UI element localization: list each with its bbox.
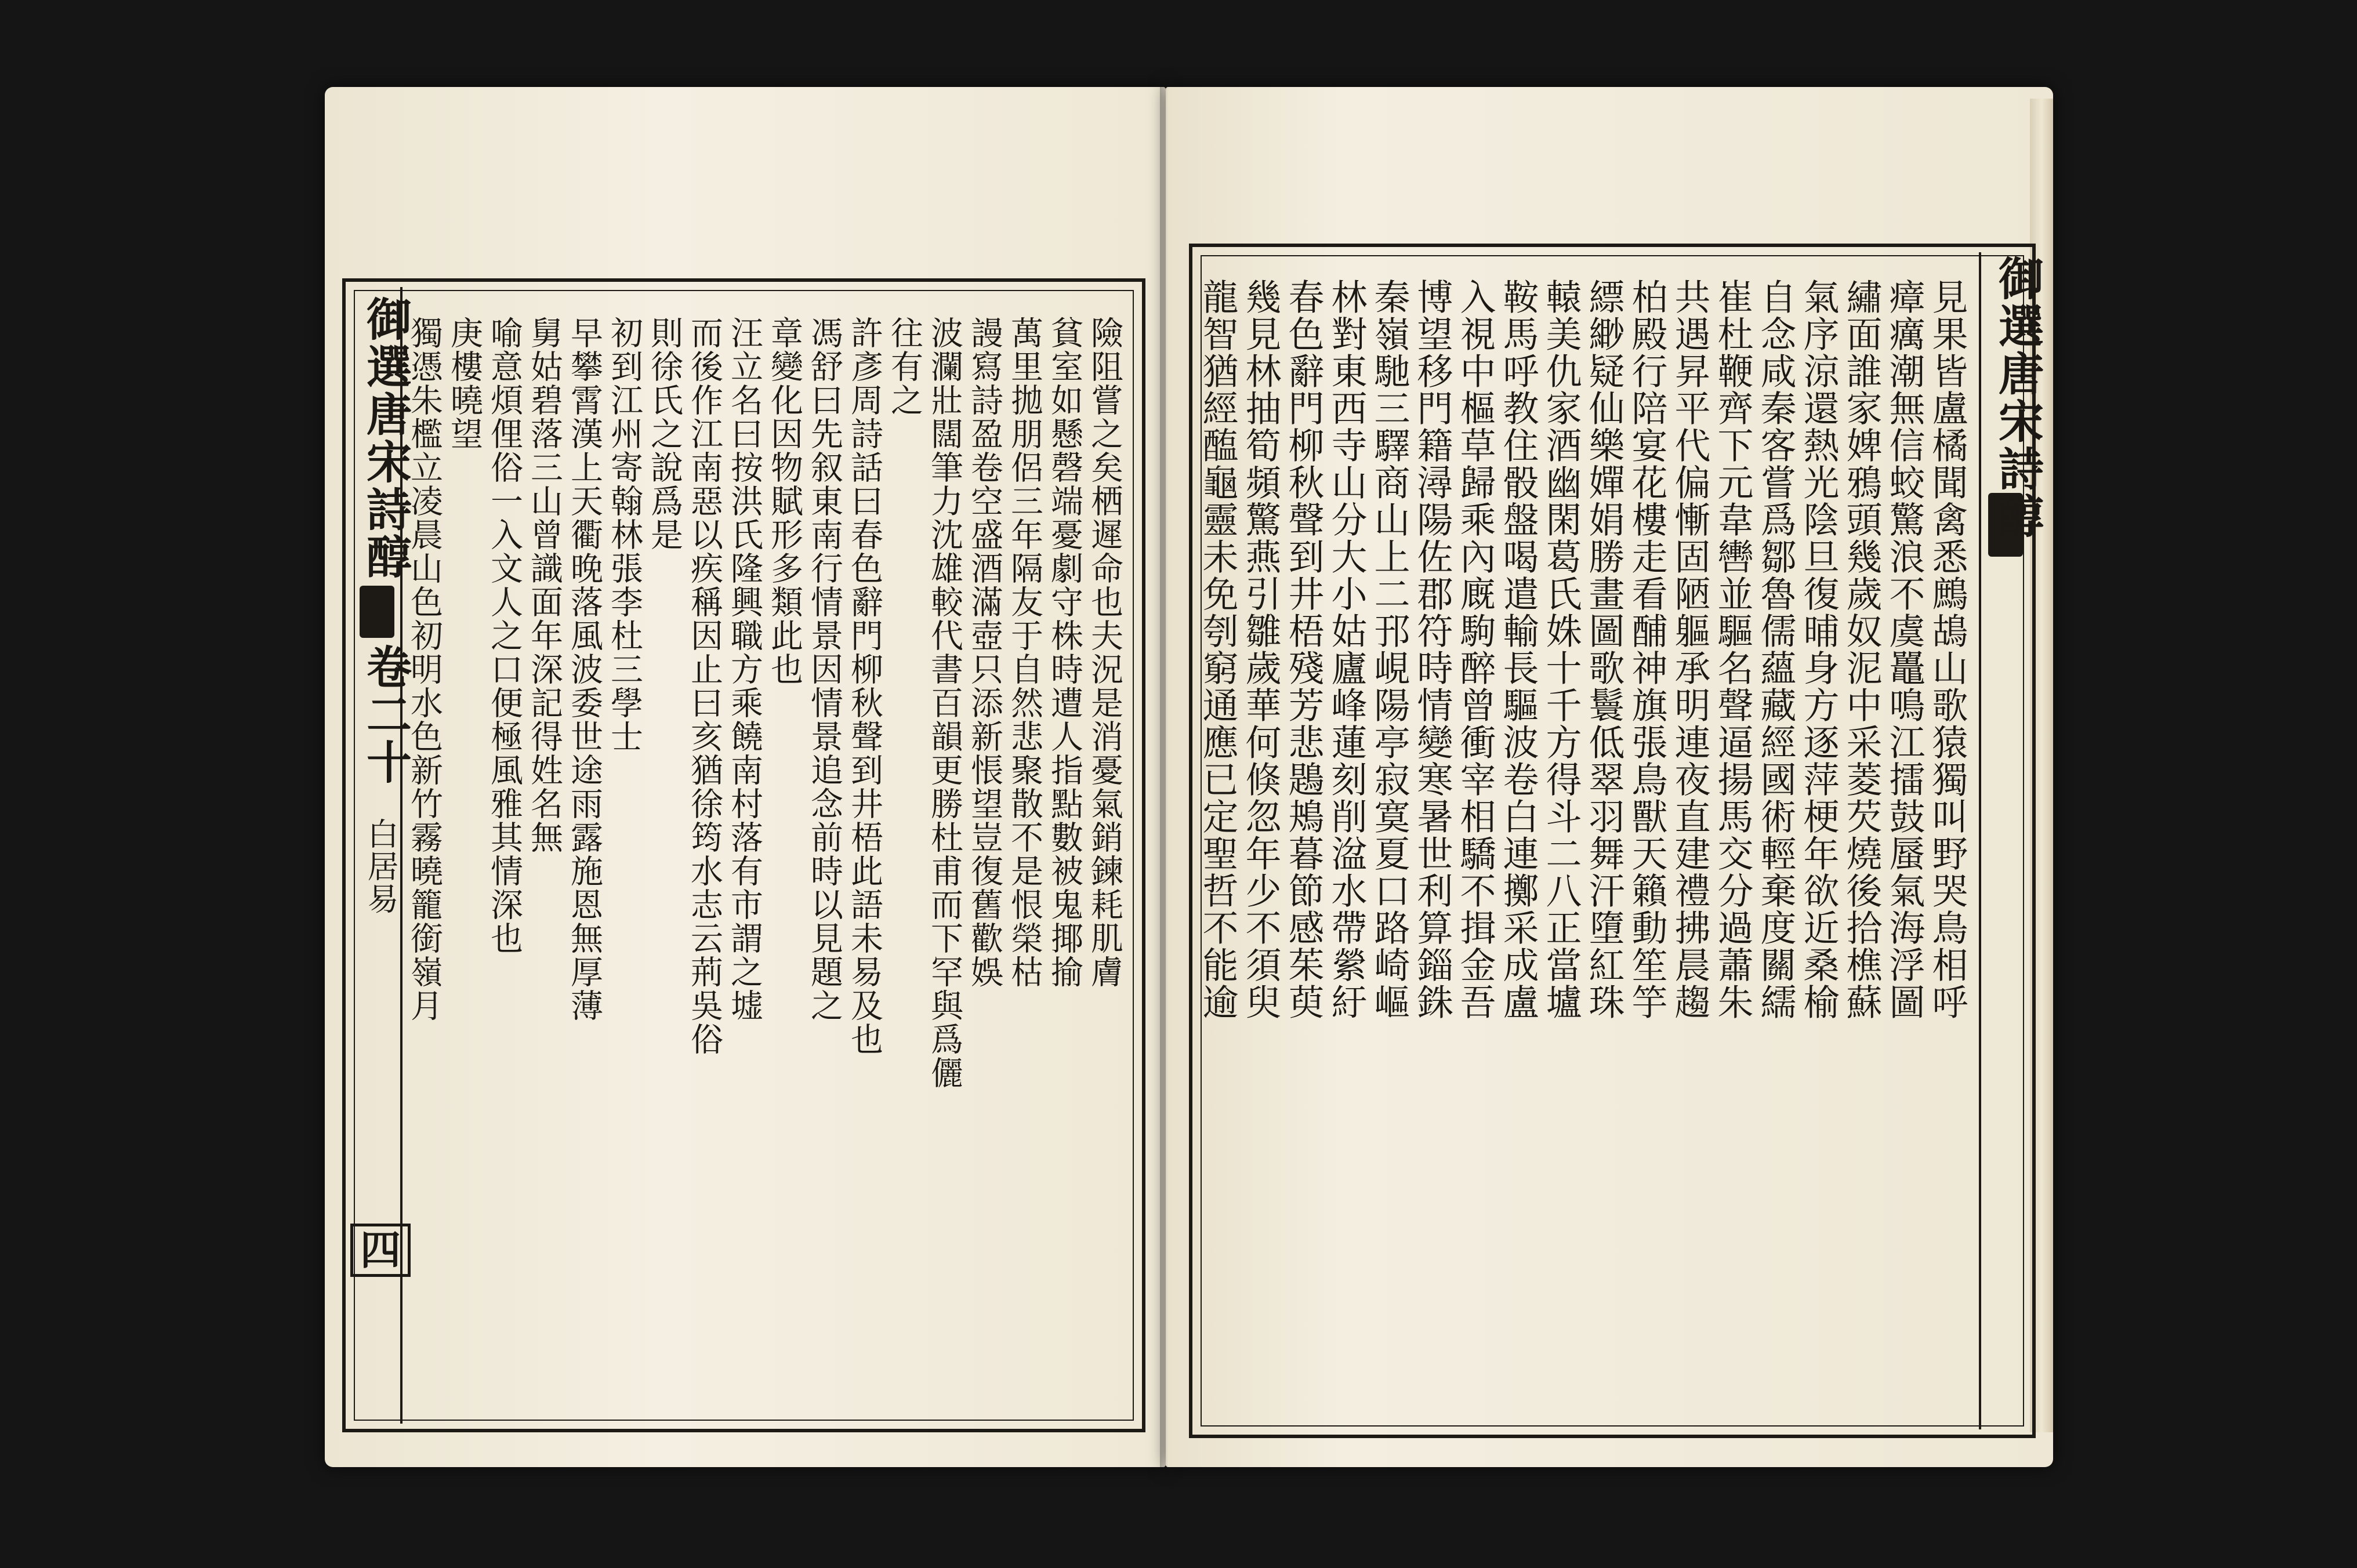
right-page-text-column: 繡面誰家婢鴉頭幾歲奴泥中采菱芡燒後拾樵蘇 (1840, 278, 1883, 1021)
left-page-text-column: 而後作江南惡以疾稱因止曰亥猶徐筠水志云荊吳俗 (686, 316, 723, 1056)
left-page-text-column: 獨憑朱檻立凌晨山色初明水色新竹霧曉籠銜嶺月 (405, 316, 443, 1022)
right-page-text-column: 林對東西寺山分大小姑廬峰蓮刻削湓水帶縈紆 (1325, 278, 1368, 1021)
right-page-text-column: 鞍馬呼教住骰盤喝遣輸長驅波卷白連擲采成盧 (1497, 278, 1539, 1021)
left-page-text-column: 貧室如懸磬端憂劇守株時遭人指點數被鬼揶揄 (1046, 316, 1083, 989)
left-page-text-column: 庚樓曉望 (445, 316, 483, 451)
right-page-text-column: 見果皆盧橘聞禽悉鷓鴣山歌猿獨叫野哭鳥相呼 (1926, 278, 1968, 1021)
right-page-text-column: 自念咸秦客嘗爲鄒魯儒蘊藏經國術輕棄度關繻 (1754, 278, 1797, 1021)
right-page-text-column: 龍智猶經醢龜靈未免刳窮通應已定聖哲不能逾 (1196, 278, 1239, 1021)
left-page-text-column: 則徐氏之說爲是 (646, 316, 683, 551)
right-page-text-column: 共遇昇平代偏慚固陋軀承明連夜直建禮拂晨趨 (1669, 278, 1711, 1021)
right-edge-book-title: 御選唐宋詩醇 (1991, 255, 2044, 540)
left-page-text-column: 謾寫詩盈卷空盛酒滿壺只添新悵望豈復舊歡娛 (966, 316, 1003, 989)
right-edge-rule (1979, 252, 1981, 1429)
left-page-text-column: 舅姑碧落三山曾識面年深記得姓名無 (525, 316, 563, 854)
left-page-number: 四 (350, 1224, 411, 1277)
left-page-text-column: 初到江州寄翰林張李杜三學士 (605, 316, 643, 753)
left-page-text-column: 早攀霄漢上天衢晚落風波委世途雨露施恩無厚薄 (565, 316, 603, 1022)
book-spine-fold (1160, 87, 1174, 1467)
right-page-text-column: 崔杜鞭齊下元韋轡並驅名聲逼揚馬交分過蕭朱 (1711, 278, 1754, 1021)
left-page-text-column: 往有之 (886, 316, 923, 417)
right-page-text-column: 縹緲疑仙樂嬋娟勝畫圖歌鬟低翠羽舞汗墮紅珠 (1583, 278, 1625, 1021)
left-page-text-column: 喻意煩俚俗一入文人之口便極風雅其情深也 (485, 316, 523, 955)
right-page-text-column: 秦嶺馳三驛商山上二邘峴陽亭寂寞夏口路崎嶇 (1368, 278, 1410, 1021)
left-page-text-column: 汪立名曰按洪氏隆興職方乘饒南村落有市謂之墟 (726, 316, 763, 1022)
right-page-text-column: 春色辭門柳秋聲到井梧殘芳悲鶗鴂暮節感茱萸 (1282, 278, 1325, 1021)
left-edge-author: 白居易 (362, 818, 399, 915)
right-page-text-column: 柏殿行陪宴花樓走看酺神旗張鳥獸天籟動笙竽 (1626, 278, 1668, 1021)
left-edge-block-mark (360, 586, 394, 638)
right-page-text-column: 入視中樞草歸乘內廐駒醉曾衝宰相驕不揖金吾 (1454, 278, 1496, 1021)
left-page-text-column: 萬里拋朋侶三年隔友于自然悲聚散不是恨榮枯 (1006, 316, 1043, 989)
left-edge-volume: 卷二十 (359, 644, 412, 786)
left-page-text-column: 馮舒曰先叙東南行情景因情景追念前時以見題之 (806, 316, 843, 1022)
open-book (325, 87, 2053, 1467)
left-page-text-column: 險阻嘗之矣栖遲命也夫況是消憂氣銷鍊耗肌膚 (1086, 316, 1123, 989)
left-page-text-column: 章變化因物賦形多類此也 (766, 316, 803, 686)
left-page-text-column: 波瀾壯闊筆力沈雄較代書百韻更勝杜甫而下罕與爲儷 (926, 316, 963, 1090)
left-page-text-column: 許彥周詩話曰春色辭門柳秋聲到井梧此語未易及也 (846, 316, 883, 1056)
right-page-text-column: 瘴癘潮無信蛟驚浪不虞鼉鳴江擂鼓蜃氣海浮圖 (1883, 278, 1926, 1021)
right-page-text-column: 轅美仇家酒幽閑葛氏姝十千方得斗二八正當壚 (1540, 278, 1582, 1021)
right-page-text-column: 幾見林抽筍頻驚燕引雛歲華何倏忽年少不須臾 (1239, 278, 1282, 1021)
right-page-text-column: 博望移門籍潯陽佐郡符時情變寒暑世利算錙銖 (1411, 278, 1453, 1021)
right-page-text-column: 氣序涼還熱光陰旦復晡身方逐萍梗年欲近桑榆 (1797, 278, 1840, 1021)
left-edge-book-title: 御選唐宋詩醇 (359, 296, 412, 581)
